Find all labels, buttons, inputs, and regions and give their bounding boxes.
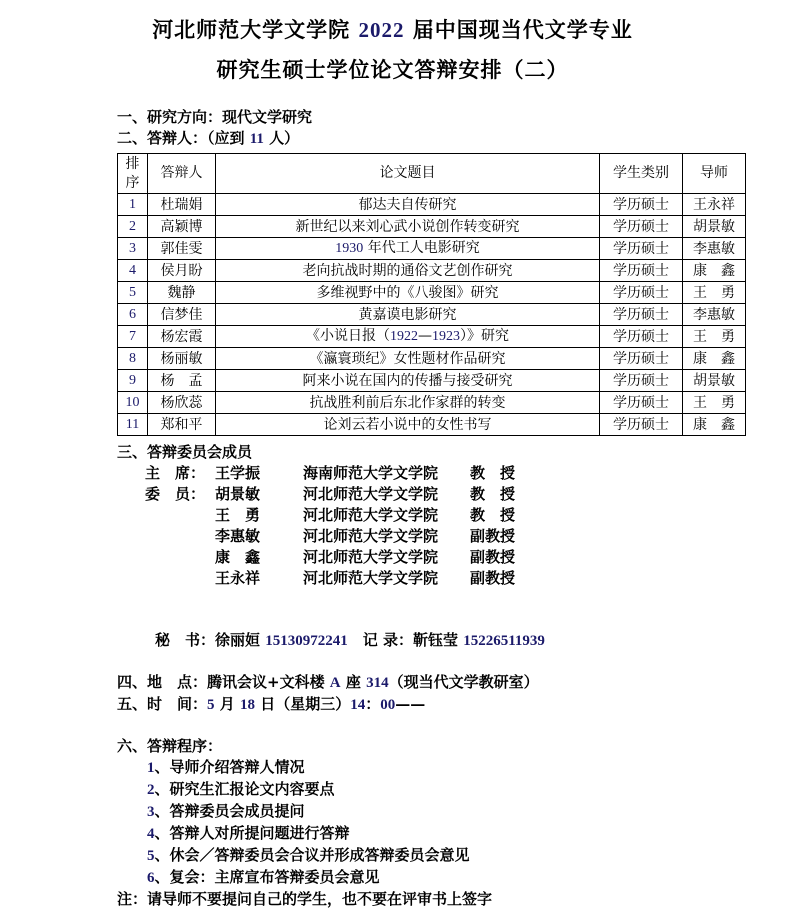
thesis-title: 《小说日报（1922—1923）》研究 [216,326,600,348]
column-header-4: 导师 [683,154,746,194]
procedure-step: 4、答辩人对所提问题进行答辩 [147,824,350,842]
defender-name: 魏静 [148,282,216,304]
thesis-title: 郁达夫自传研究 [216,194,600,216]
row-no: 6 [118,304,148,326]
tutor-name: 康 鑫 [683,348,746,370]
member-title: 教 授 [470,464,516,482]
tutor-name: 李惠敏 [683,238,746,260]
thesis-title: 抗战胜利前后东北作家群的转变 [216,392,600,414]
member-organization: 河北师范大学文学院 [303,548,439,566]
tutor-name: 康 鑫 [683,260,746,282]
title-line-1: 河北师范大学文学院 2022 届中国现当代文学专业 [152,17,633,42]
tutor-name: 胡景敏 [683,370,746,392]
tutor-name: 康 鑫 [683,414,746,436]
member-title: 教 授 [470,485,516,503]
defender-name: 郑和平 [148,414,216,436]
member-name: 李惠敏 [215,527,261,545]
row-no: 3 [118,238,148,260]
table-row [118,282,746,304]
table-row [118,326,746,348]
row-no: 5 [118,282,148,304]
row-no: 7 [118,326,148,348]
secretary-line: 秘 书：徐丽姮 15130972241 记 录：靳钰莹 15226511939 [155,631,545,649]
defender-name: 侯月盼 [148,260,216,282]
section-committee: 三、答辩委员会成员 [117,443,253,461]
defender-name: 杨丽敏 [148,348,216,370]
table-row [118,238,746,260]
header-row [118,154,746,194]
defender-name: 杨欣蕊 [148,392,216,414]
tutor-name: 胡景敏 [683,216,746,238]
member-name: 王 勇 [215,506,261,524]
defenders-table [117,153,746,436]
thesis-title: 论刘云若小说中的女性书写 [216,414,600,436]
member-title: 副教授 [470,548,516,566]
thesis-title: 新世纪以来刘心武小说创作转变研究 [216,216,600,238]
tutor-name: 王 勇 [683,326,746,348]
tutor-name: 王永祥 [683,194,746,216]
defender-name: 信梦佳 [148,304,216,326]
procedure-steps [117,757,745,889]
table-row [118,370,746,392]
member-organization: 河北师范大学文学院 [303,527,439,545]
thesis-title: 1930 年代工人电影研究 [216,238,600,260]
defender-name: 郭佳雯 [148,238,216,260]
committee-list [117,463,745,589]
student-category: 学历硕士 [600,194,683,216]
defender-name: 杨宏霞 [148,326,216,348]
section-time: 五、时 间：5 月 18 日（星期三）14：00—— [117,695,426,713]
member-organization: 河北师范大学文学院 [303,569,439,587]
member-title: 副教授 [470,527,516,545]
section-research-direction: 一、研究方向：现代文学研究 [117,108,313,126]
student-category: 学历硕士 [600,414,683,436]
row-no: 11 [118,414,148,436]
column-header-0: 排序 [118,154,148,194]
thesis-title: 黄嘉谟电影研究 [216,304,600,326]
student-category: 学历硕士 [600,304,683,326]
student-category: 学历硕士 [600,348,683,370]
table-row [118,348,746,370]
row-no: 9 [118,370,148,392]
section-procedure: 六、答辩程序： [117,737,223,755]
committee-member-row [145,568,745,589]
section-defenders: 二、答辩人：（应到 11 人） [117,129,300,147]
student-category: 学历硕士 [600,392,683,414]
committee-member-row [145,547,745,568]
tutor-name: 李惠敏 [683,304,746,326]
student-category: 学历硕士 [600,282,683,304]
member-role [145,568,215,589]
procedure-step: 3、答辩委员会成员提问 [147,802,305,820]
member-role: 委 员： [145,485,206,503]
member-title: 教 授 [470,506,516,524]
member-organization: 海南师范大学文学院 [303,464,439,482]
member-role [145,505,215,526]
row-no: 8 [118,348,148,370]
tutor-name: 王 勇 [683,392,746,414]
student-category: 学历硕士 [600,238,683,260]
row-no: 1 [118,194,148,216]
member-role: 主 席： [145,464,206,482]
table-row [118,194,746,216]
thesis-title: 阿来小说在国内的传播与接受研究 [216,370,600,392]
table-row [118,260,746,282]
table-row [118,392,746,414]
table-row [118,304,746,326]
thesis-title: 《瀛寰琐纪》女性题材作品研究 [216,348,600,370]
member-role [145,547,215,568]
member-organization: 河北师范大学文学院 [303,485,439,503]
defenders-table-body [118,194,746,436]
row-no: 10 [118,392,148,414]
title-line-2: 研究生硕士学位论文答辩安排（二） [216,57,569,82]
defenders-table-header [118,154,746,194]
document-body [0,107,785,910]
student-category: 学历硕士 [600,216,683,238]
defender-name: 杨 孟 [148,370,216,392]
committee-member-row [145,463,745,484]
member-name: 康 鑫 [215,548,261,566]
procedure-step: 2、研究生汇报论文内容要点 [147,780,335,798]
member-name: 王学振 [215,464,261,482]
committee-member-row [145,505,745,526]
row-no: 4 [118,260,148,282]
student-category: 学历硕士 [600,326,683,348]
column-header-1: 答辩人 [148,154,216,194]
procedure-step: 1、导师介绍答辩人情况 [147,758,305,776]
note-line: 注：请导师不要提问自己的学生，也不要在评审书上签字 [117,890,493,908]
document-title [0,0,785,90]
thesis-title: 老向抗战时期的通俗文艺创作研究 [216,260,600,282]
column-header-3: 学生类别 [600,154,683,194]
tutor-name: 王 勇 [683,282,746,304]
member-role [145,526,215,547]
procedure-step: 6、复会：主席宣布答辩委员会意见 [147,868,380,886]
thesis-title: 多维视野中的《八骏图》研究 [216,282,600,304]
row-no: 2 [118,216,148,238]
table-row [118,414,746,436]
member-title: 副教授 [470,569,516,587]
defender-name: 高颖博 [148,216,216,238]
section-location: 四、地 点：腾讯会议+文科楼 A 座 314（现当代文学教研室） [117,673,539,691]
member-name: 王永祥 [215,569,261,587]
column-header-2: 论文题目 [216,154,600,194]
procedure-step: 5、休会／答辩委员会合议并形成答辩委员会意见 [147,846,470,864]
defender-name: 杜瑞娟 [148,194,216,216]
member-organization: 河北师范大学文学院 [303,506,439,524]
table-row [118,216,746,238]
student-category: 学历硕士 [600,370,683,392]
committee-member-row [145,484,745,505]
committee-member-row [145,526,745,547]
student-category: 学历硕士 [600,260,683,282]
member-name: 胡景敏 [215,485,261,503]
